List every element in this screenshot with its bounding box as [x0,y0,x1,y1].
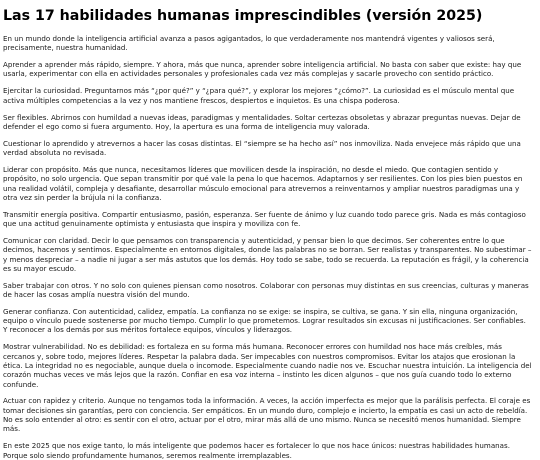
paragraph-energia: Transmitir energía positiva. Compartir entusiasmo, pasión, esperanza. Ser fuente de ánimo y luz cuando todo parece gris. Nada es más contagioso que una actitud genuinamente optimista y entusiasta que inspira y moviliza con fe. [3,209,526,229]
paragraph-trabajar: Saber trabajar con otros. Y no solo con quienes piensan como nosotros. Colaborar con personas muy distintas en sus creencias, culturas y maneras de hacer las cosas amplía nuestra visión del mundo. [3,280,529,299]
paragraph-liderar: Liderar con propósito. Más que nunca, necesitamos líderes que movilicen desde la inspiración, no desde el miedo. Que contagien sentido y propósito, no solo urgencia. Que sepan transmitir por qué vale la pena lo que hacemos. Adaptarnos y ser resilientes. Con los pies bien puestos en una realidad volátil, compleja y desafiante, desarrollar músculo emocional para atrevernos a reinventarnos y ampliar nuestros paradigmas una y otra vez sin perder la brújula ni la confianza. [3,164,523,202]
intro-paragraph: En un mundo donde la inteligencia artificial avanza a pasos agigantados, lo que verdaderamente nos mantendrá vigentes y valiosos será, precisamente, nuestra humanidad. [3,34,495,53]
article-title: Las 17 habilidades humanas imprescindibles (versión 2025) [3,8,483,24]
paragraph-cuestionar: Cuestionar lo aprendido y atrevernos a hacer las cosas distintas. El “siempre se ha hecho así” nos inmoviliza. Nada envejece más rápido que una verdad absoluta no revisada. [3,138,521,158]
paragraph-comunicar: Comunicar con claridad. Decir lo que pensamos con transparencia y autenticidad, y pensar bien lo que decimos. Ser coherentes entre lo que decimos, hacemos y sentimos. Especialmente en entornos digitales, donde las palabras no se borran. Ser realistas y transparentes. No subestimar – y menos despreciar – a nadie ni jugar a ser más astutos que los demás. Hoy todo se sabe, todo se recuerda. La reputación es frágil, y la coherencia es su mayor escudo. [3,235,532,273]
paragraph-actuar: Actuar con rapidez y criterio. Aunque no tengamos toda la información. A veces, la acción imperfecta es mejor que la parálisis perfecta. El coraje es tomar decisiones sin garantías, pero con conciencia. Ser empáticos. En un mundo duro, complejo e incierto, la empatía es casi un acto de rebeldía. No es solo entender al otro: es sentir con el otro, actuar por el otro, mirar más allá de uno mismo. Nunca se necesitó menos humanidad. Siempre más. [3,396,531,434]
paragraph-vulnerabilidad: Mostrar vulnerabilidad. No es debilidad: es fortaleza en su forma más humana. Reconocer errores con humildad nos hace más creíbles, más cercanos y, sobre todo, mejores líderes. Respetar la palabra dada. Ser impecables con nuestros compromisos. Evitar los atajos que erosionan la ética. La integridad no es negociable, aunque duela o incomode. Especialmente cuando nadie nos ve. Escuchar nuestra intuición. La inteligencia del corazón muchas veces ve más lejos que la razón. Confiar en esa voz interna – instinto les dicen algunos – que nos guía cuando todo lo externo confunde. [3,342,532,389]
paragraph-confianza: Generar confianza. Con autenticidad, calidez, empatía. La confianza no se exige: se inspira, se cultiva, se gana. Y sin ella, ninguna organización, equipo o vínculo puede sostenerse por mucho tiempo. Cumplir lo que prometemos. Lograr resultados sin excusas ni justificaciones. Ser confiables. Y reconocer a los demás por sus méritos fortalece equipos, vínculos y liderazgos. [3,306,526,335]
paragraph-flexibles: Ser flexibles. Abrirnos con humildad a nuevas ideas, paradigmas y mentalidades. Soltar certezas obsoletas y abrazar preguntas nuevas. Dejar de defender el ego como si fuera argumento. Hoy, la apertura es una forma de inteligencia muy valorada. [3,112,521,131]
paragraph-aprender: Aprender a aprender más rápido, siempre. Y ahora, más que nunca, aprender sobre inteligencia artificial. No basta con saber que existe: hay que usarla, experimentar con ella en actividades personales y profesionales cada vez más complejas y sacarle provecho con sentido práctico. [3,60,522,79]
closing-paragraph: En este 2025 que nos exige tanto, lo más inteligente que podemos hacer es fortalecer lo que nos hace únicos: nuestras habilidades humanas. Porque solo siendo profundamente humanos, seremos realmente irremplazables. [3,441,510,460]
paragraph-curiosidad: Ejercitar la curiosidad. Preguntarnos más “¿por qué?” y “¿para qué?”, y explorar los mejores “¿cómo?”. La curiosidad es el músculo mental que activa múltiples competencias a la vez y nos mantiene frescos, despiertos e inquietos. Es una chispa poderosa. [3,86,515,105]
